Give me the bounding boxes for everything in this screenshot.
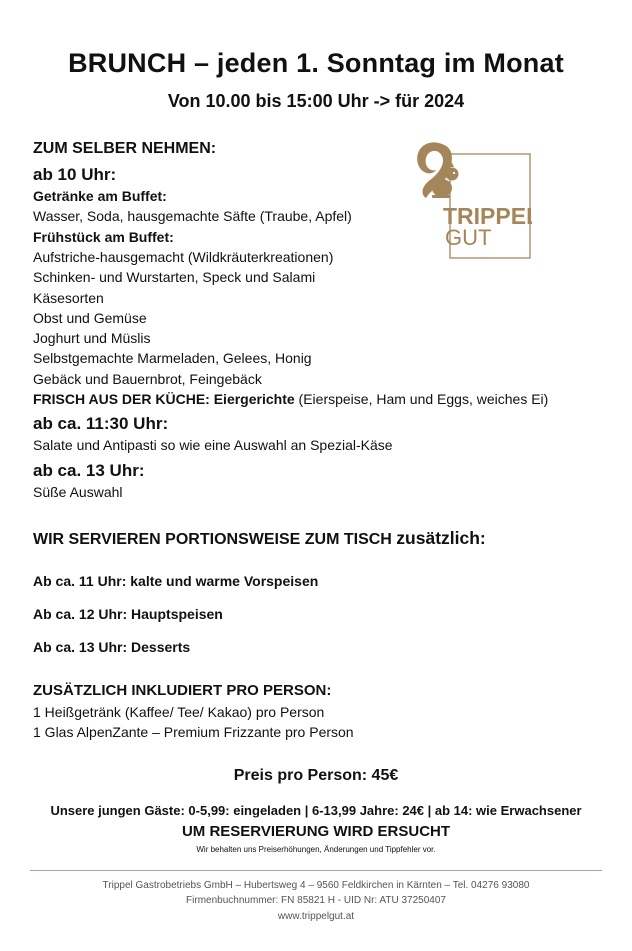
drinks-heading: Getränke am Buffet:: [33, 188, 167, 204]
time-10-heading: ab 10 Uhr:: [33, 165, 117, 184]
squirrel-icon: [412, 136, 532, 261]
logo-text-trippel: TRIPPEL: [443, 203, 532, 229]
trippel-gut-logo: [412, 136, 532, 261]
page-title: BRUNCH – jeden 1. Sonntag im Monat: [68, 48, 564, 78]
included-heading: ZUSÄTZLICH INKLUDIERT PRO PERSON:: [33, 682, 332, 699]
footer-website[interactable]: www.trippelgut.at: [277, 911, 355, 922]
drinks-list: Wasser, Soda, hausgemachte Säfte (Traube, Apfel): [33, 208, 352, 224]
reservation-note: UM RESERVIERUNG WIRD ERSUCHT: [181, 823, 451, 840]
breakfast-item: Aufstriche-hausgemacht (Wildkräuterkreationen): [33, 249, 334, 265]
breakfast-item: Joghurt und Müslis: [33, 330, 151, 346]
self-service-heading: ZUM SELBER NEHMEN:: [33, 140, 217, 157]
breakfast-item: Käsesorten: [33, 290, 104, 306]
course-item: Ab ca. 13 Uhr: Desserts: [33, 639, 191, 655]
salads-line: Salate und Antipasti so wie eine Auswahl an Spezial-Käse: [33, 437, 393, 453]
kitchen-details: (Eierspeise, Ham und Eggs, weiches Ei): [298, 391, 549, 407]
served-heading: [33, 528, 486, 549]
price: Preis pro Person: 45€: [233, 767, 399, 784]
sweets-line: Süße Auswahl: [33, 484, 123, 500]
served-heading-text: WIR SERVIEREN PORTIONSWEISE ZUM TISCH: [33, 531, 392, 548]
kitchen-dish: Eiergerichte: [213, 391, 295, 407]
breakfast-item: Schinken- und Wurstarten, Speck und Salami: [33, 269, 316, 285]
logo-text-gut: GUT: [445, 225, 492, 250]
course-item: Ab ca. 11 Uhr: kalte und warme Vorspeisen: [33, 573, 319, 589]
included-item: 1 Heißgetränk (Kaffee/ Tee/ Kakao) pro Person: [33, 704, 325, 720]
breakfast-heading: Frühstück am Buffet:: [33, 229, 174, 245]
kitchen-line: [33, 391, 548, 407]
breakfast-item: Selbstgemachte Marmeladen, Gelees, Honig: [33, 350, 312, 366]
footer-registry: Firmenbuchnummer: FN 85821 H - UID Nr: ATU 37250407: [186, 895, 446, 906]
included-item: 1 Glas AlpenZante – Premium Frizzante pro Person: [33, 724, 354, 740]
footer-company: Trippel Gastrobetriebs GmbH – Hubertsweg 4 – 9560 Feldkirchen in Kärnten – Tel. 04276 93080: [102, 880, 530, 891]
course-item: Ab ca. 12 Uhr: Hauptspeisen: [33, 606, 223, 622]
kitchen-label: FRISCH AUS DER KÜCHE:: [33, 391, 210, 407]
page-subtitle: Von 10.00 bis 15:00 Uhr -> für 2024: [167, 91, 465, 111]
footer-divider: [30, 870, 602, 871]
breakfast-item: Obst und Gemüse: [33, 310, 147, 326]
disclaimer: Wir behalten uns Preiserhöhungen, Änderungen und Tippfehler vor.: [196, 845, 436, 854]
time-1130-heading: ab ca. 11:30 Uhr:: [33, 414, 169, 433]
time-13-heading: ab ca. 13 Uhr:: [33, 461, 145, 480]
served-heading-suffix: zusätzlich:: [396, 528, 486, 548]
guest-pricing: Unsere jungen Gäste: 0-5,99: eingeladen | 6-13,99 Jahre: 24€ | ab 14: wie Erwachsener: [50, 803, 582, 818]
breakfast-item: Gebäck und Bauernbrot, Feingebäck: [33, 371, 262, 387]
